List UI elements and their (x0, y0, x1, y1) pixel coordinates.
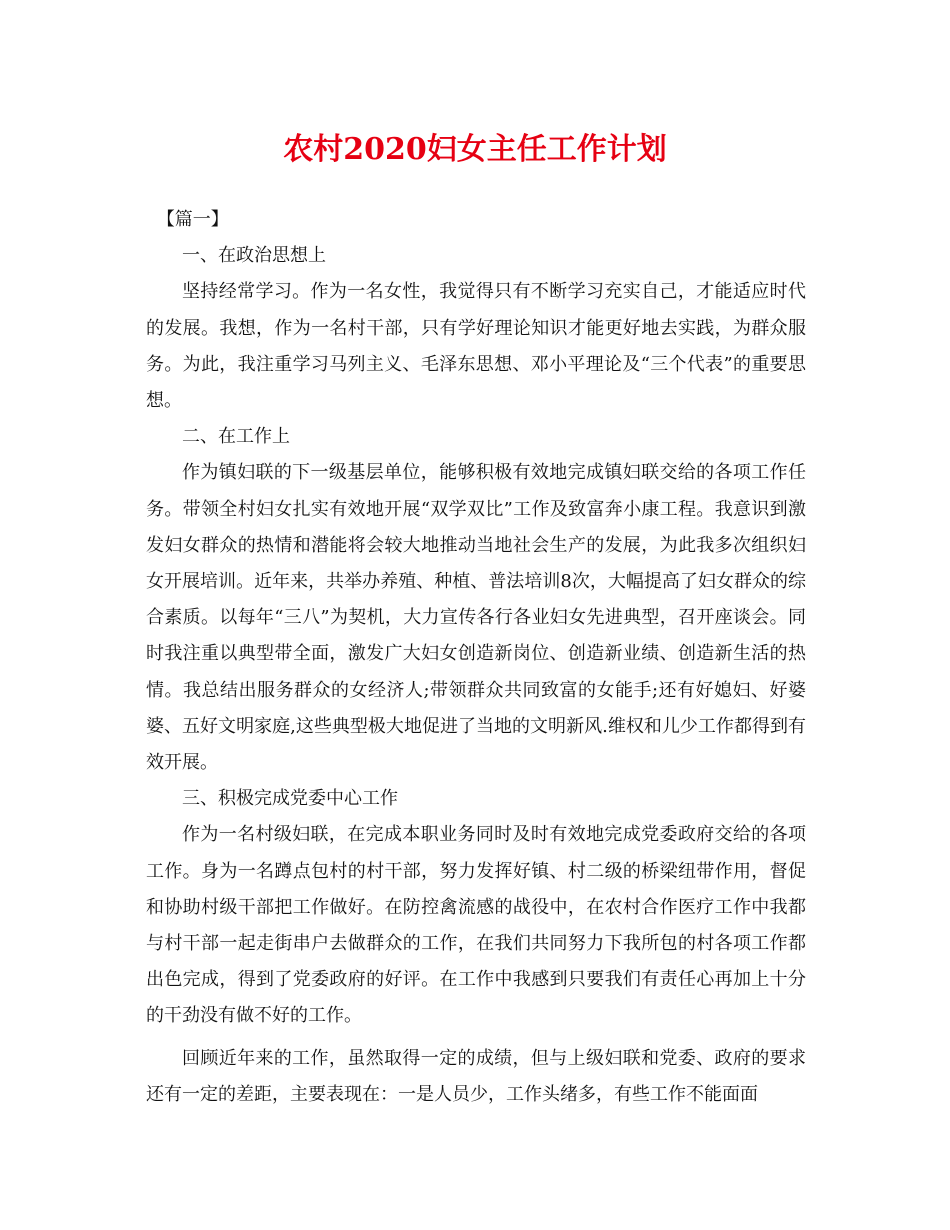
section-heading-party-work: 三、积极完成党委中心工作 (182, 788, 398, 810)
paragraph-work: 作为镇妇联的下一级基层单位，能够积极有效地完成镇妇联交给的各项工作任务。带领全村妇女扎实有效地开展“双学双比”工作及致富奔小康工程。我意识到激发妇女群众的热情和潜能将会较大地推动当地社会生产的发展，为此我多次组织妇女开展培训。近年来，共举办养殖、种植、普法培训8次，大幅提高了妇女群众的综合素质。以每年“三八”为契机，大力宣传各行各业妇女先进典型，召开座谈会。同时我注重以典型带全面，激发广大妇女创造新岗位、创造新业绩、创造新生活的热情。我总结出服务群众的女经济人;带领群众共同致富的女能手;还有好媳妇、好婆婆、五好文明家庭,这些典型极大地促进了当地的文明新风.维权和儿少工作都得到有效开展。 (146, 462, 806, 774)
document-body (146, 202, 806, 1113)
section-heading-part-one: 【篇一】 (156, 209, 229, 230)
paragraph-political-study: 坚持经常学习。作为一名女性，我觉得只有不断学习充实自己，才能适应时代的发展。我想，作为一名村干部，只有学好理论知识才能更好地去实践，为群众服务。为此，我注重学习马列主义、毛泽东思想、邓小平理论及“三个代表”的重要思想。 (146, 281, 806, 412)
document-title: 农村2020妇女主任工作计划 (283, 132, 667, 167)
paragraph-party-work: 作为一名村级妇联，在完成本职业务同时及时有效地完成党委政府交给的各项工作。身为一名蹲点包村的村干部，努力发挥好镇、村二级的桥梁纽带作用，督促和协助村级干部把工作做好。在防控禽流感的战役中，在农村合作医疗工作中我都与村干部一起走街串户去做群众的工作，在我们共同努力下我所包的村各项工作都出色完成，得到了党委政府的好评。在工作中我感到只要我们有责任心再加上十分的干劲没有做不好的工作。 (146, 824, 806, 1027)
section-heading-political: 一、在政治思想上 (182, 245, 326, 267)
section-heading-work: 二、在工作上 (182, 426, 290, 448)
paragraph-review: 回顾近年来的工作，虽然取得一定的成绩，但与上级妇联和党委、政府的要求还有一定的差距，主要表现在：一是人员少，工作头绪多，有些工作不能面面 (146, 1047, 806, 1105)
